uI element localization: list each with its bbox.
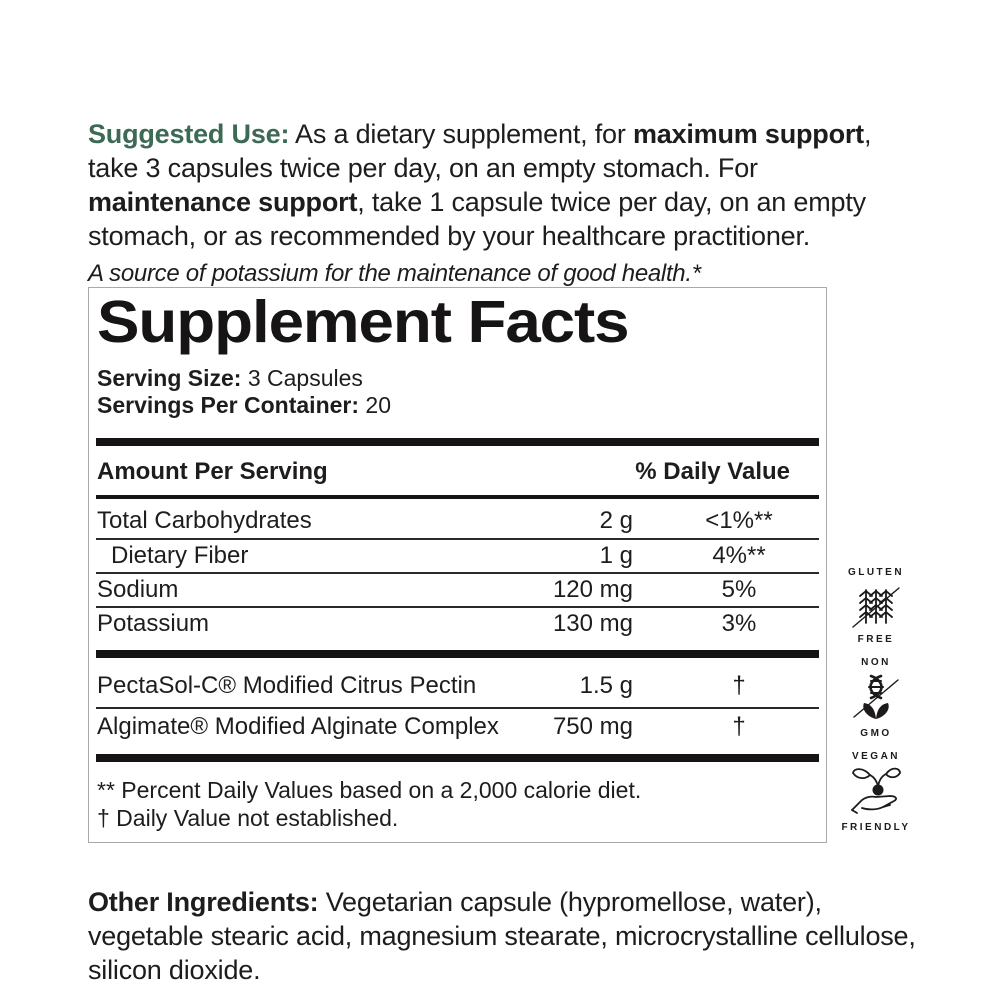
servings-label: Servings Per Container: (97, 392, 360, 418)
gluten-free-wheat-crossed-icon (850, 578, 902, 634)
nutrient-dv: <1%** (705, 507, 773, 534)
nutrient-amount: 1 g (599, 542, 633, 569)
other-ingredients-text: Vegetarian capsule (hypromellose, water), vegetable stearic acid, magnesium stearate, microcrystalline cellulose, silicon dioxide. (88, 887, 916, 985)
suggested-use-paragraph (88, 117, 920, 253)
suggested-use-seg2: , take 3 capsules twice per day, on an empty stomach. For (88, 119, 872, 183)
footnote-percent-dv: ** Percent Daily Values based on a 2,000 calorie diet. (97, 777, 642, 803)
other-ingredients-paragraph (88, 885, 933, 987)
serving-size-label: Serving Size: (97, 365, 242, 391)
nutrient-name: Dietary Fiber (111, 542, 249, 569)
vegan-friendly-badge-top-label: VEGAN (851, 751, 901, 762)
table-row-dietary-fiber (89, 540, 826, 572)
ingredient-name: Algimate® Modified Alginate Complex (97, 713, 499, 740)
servings-value: 20 (359, 392, 392, 418)
nutrient-amount: 2 g (599, 507, 633, 534)
ingredient-dv: † (732, 672, 746, 699)
ingredient-dv: † (732, 713, 746, 740)
panel-title: Supplement Facts (97, 289, 629, 355)
gluten-free-badge (828, 567, 924, 645)
table-row-algimate (89, 709, 826, 745)
ingredient-name: PectaSol-C® Modified Citrus Pectin (97, 672, 477, 699)
vegan-friendly-badge-bottom-label: FRIENDLY (841, 822, 911, 833)
non-gmo-badge-top-label: NON (861, 657, 891, 668)
serving-size-value: 3 Capsules (241, 365, 363, 391)
servings-per-container-line (97, 392, 391, 419)
nutrient-name: Potassium (97, 610, 210, 637)
nutrient-dv: 4%** (712, 542, 766, 569)
suggested-use-label: Suggested Use: (88, 119, 290, 149)
table-header-row (89, 454, 826, 490)
suggested-use-bold-maintenance: maintenance support (88, 187, 358, 217)
non-gmo-badge-bottom-label: GMO (860, 728, 892, 739)
nutrient-amount: 120 mg (552, 576, 633, 603)
footnote-dagger: † Daily Value not established. (97, 804, 399, 831)
gluten-free-badge-bottom-label: FREE (857, 634, 895, 645)
nutrient-name: Total Carbohydrates (97, 507, 312, 534)
divider-medium-header (96, 495, 819, 499)
vegan-hand-sprout-icon (848, 762, 904, 822)
vegan-friendly-badge (828, 751, 924, 833)
health-claim-tagline: A source of potassium for the maintenance of good health.* (88, 260, 701, 287)
table-row-sodium (89, 574, 826, 606)
nutrient-dv: 3% (721, 610, 757, 637)
footnotes (97, 777, 641, 832)
daily-value-header: % Daily Value (635, 458, 790, 485)
nutrient-name: Sodium (97, 576, 179, 603)
non-gmo-badge (828, 657, 924, 739)
nutrient-dv: 5% (721, 576, 757, 603)
table-row-potassium (89, 608, 826, 640)
gluten-free-badge-top-label: GLUTEN (847, 567, 905, 578)
amount-per-serving-header: Amount Per Serving (97, 458, 328, 485)
nutrient-amount: 130 mg (552, 610, 633, 637)
table-row-pectasol (89, 668, 826, 704)
other-ingredients-label: Other Ingredients: (88, 887, 319, 917)
table-row-total-carbohydrates (89, 505, 826, 537)
divider-thick-top (96, 438, 819, 446)
suggested-use-seg3: , take 1 capsule twice per day, on an empty stomach, or as recommended by your healthcare practitioner. (88, 187, 866, 251)
supplement-facts-panel (88, 287, 827, 843)
ingredient-amount: 750 mg (552, 713, 633, 740)
ingredient-amount: 1.5 g (579, 672, 633, 699)
suggested-use-seg1: As a dietary supplement, for (289, 119, 633, 149)
divider-thick-middle (96, 650, 819, 658)
serving-size-line (97, 365, 363, 392)
suggested-use-bold-maximum: maximum support (632, 119, 864, 149)
divider-thick-bottom (96, 754, 819, 762)
non-gmo-dna-crossed-icon (850, 668, 902, 728)
